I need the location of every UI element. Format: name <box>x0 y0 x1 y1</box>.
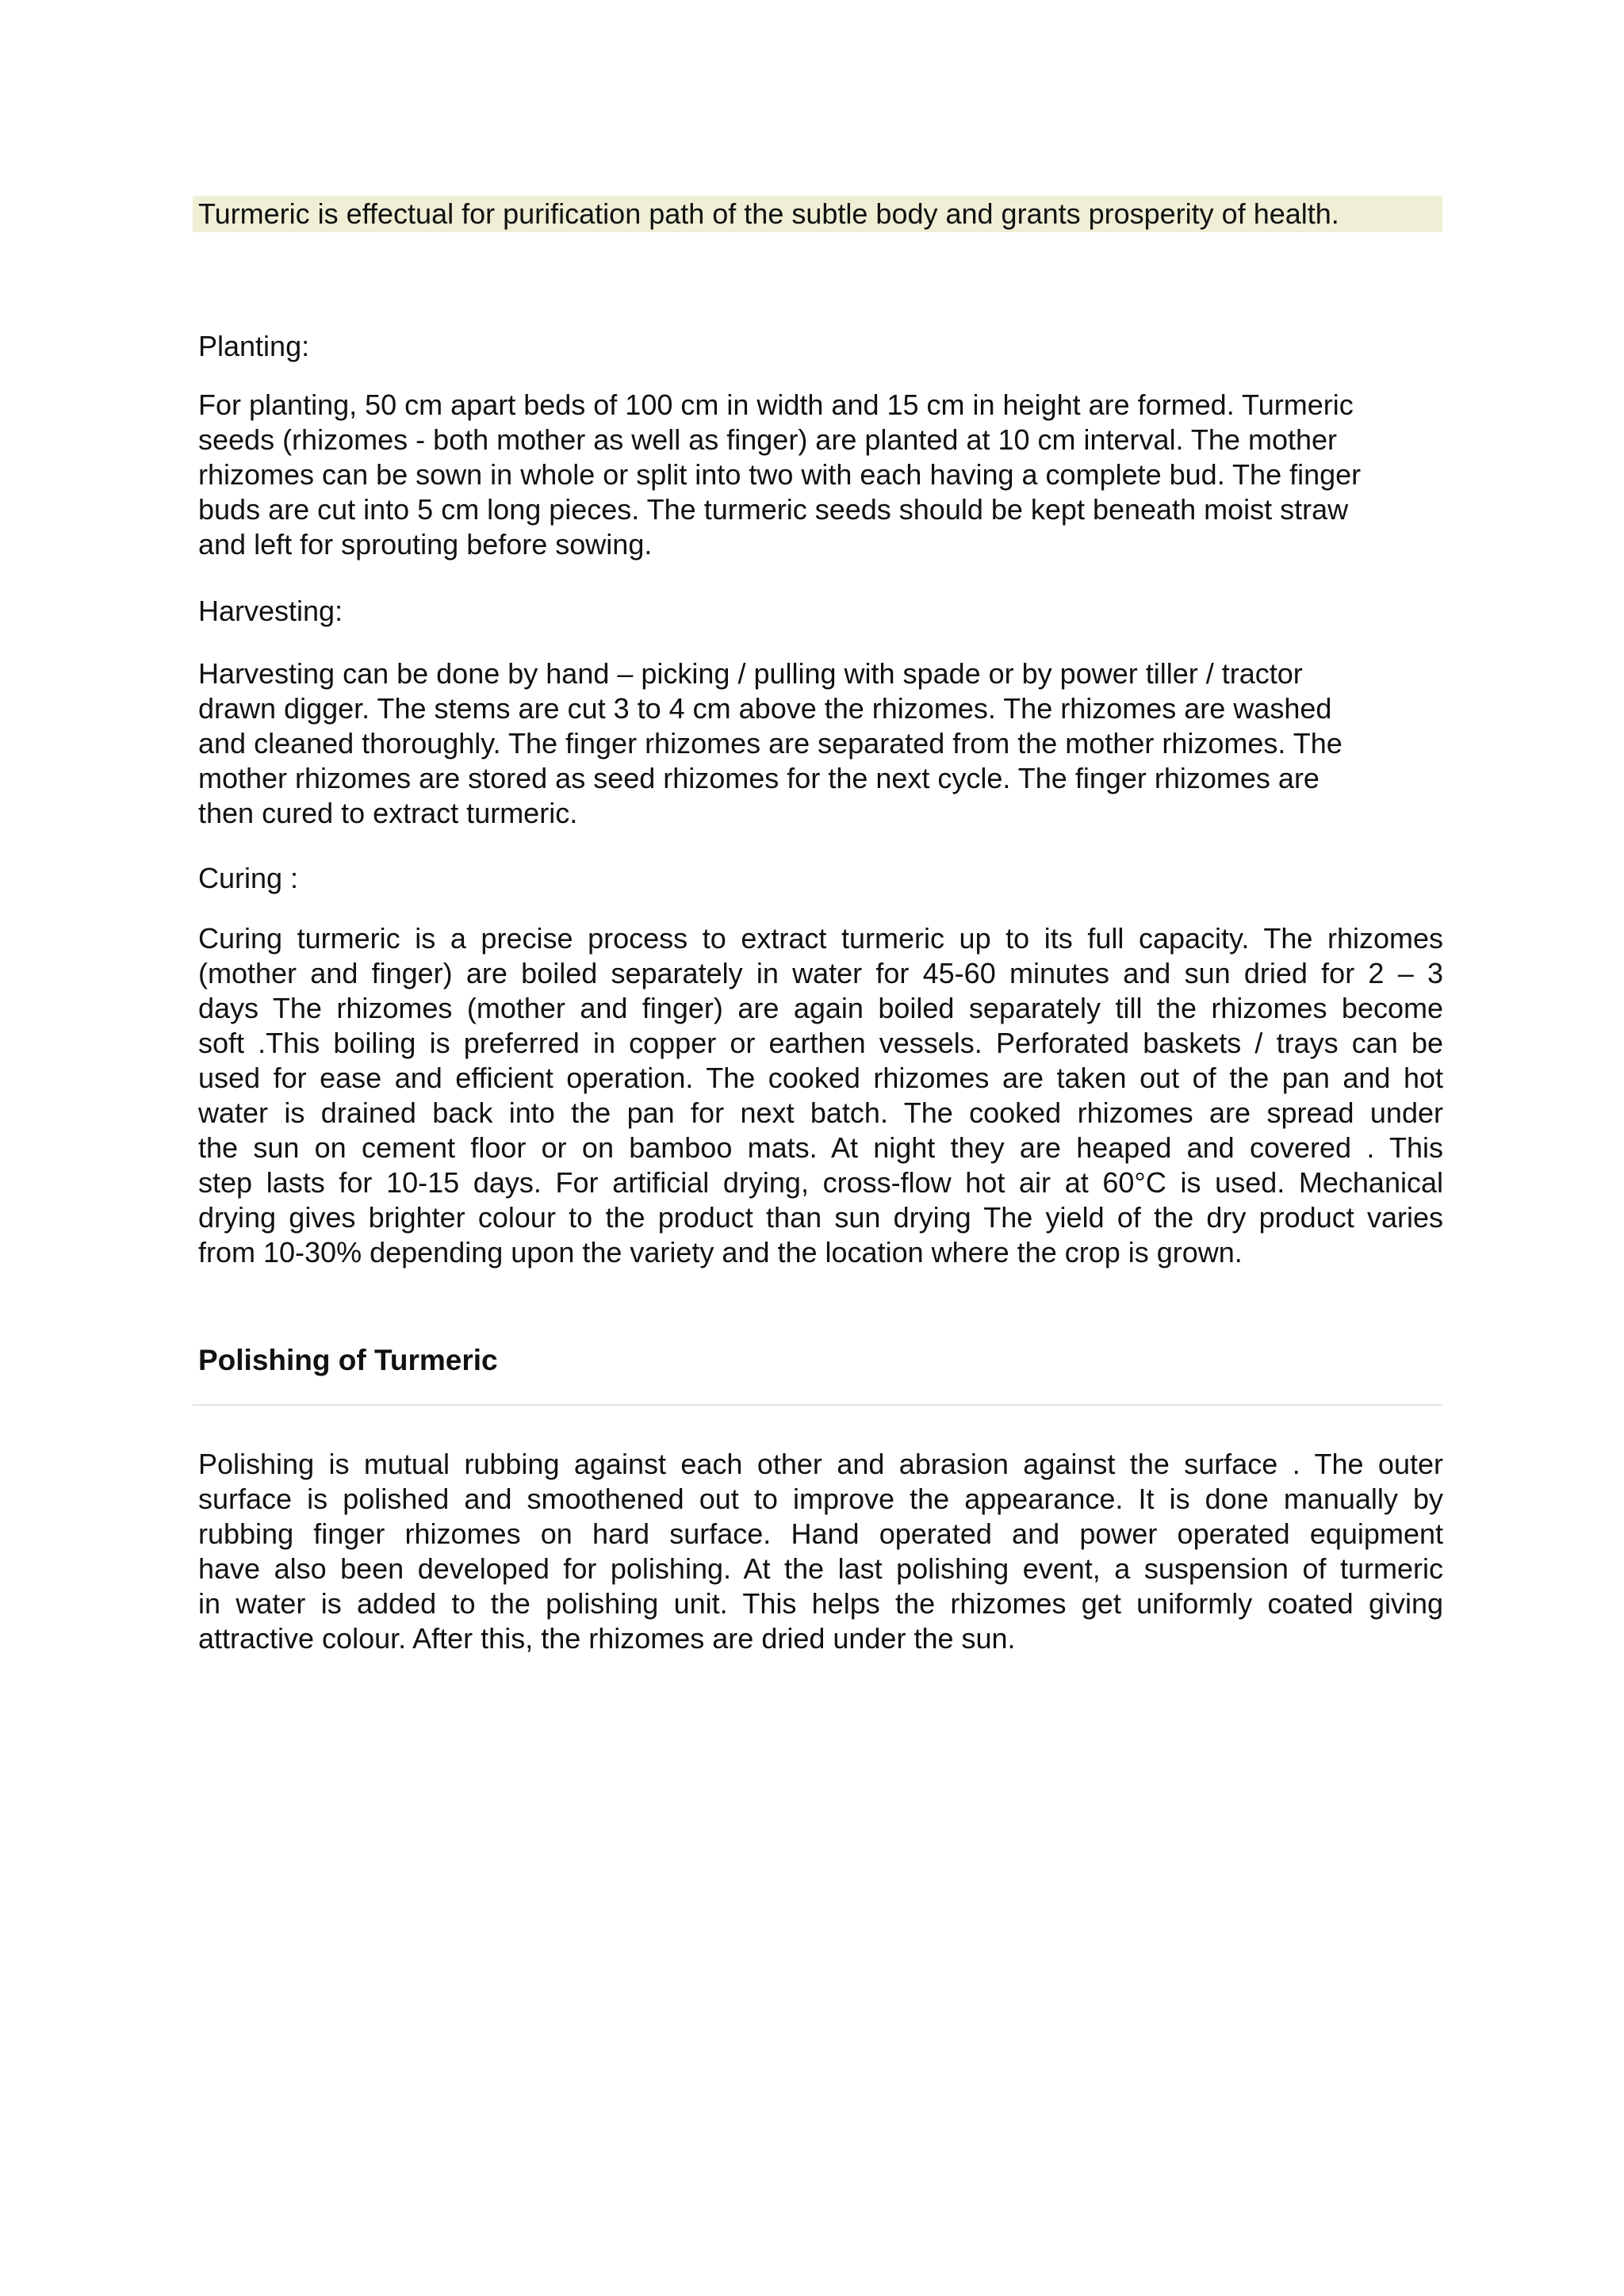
planting-heading: Planting: <box>198 330 310 362</box>
paragraph-line: and left for sprouting before sowing. <box>198 528 653 561</box>
harvesting-paragraph <box>198 656 1443 831</box>
paragraph-line: mother rhizomes are stored as seed rhizomes for the next cycle. The finger rhizomes are <box>198 762 1320 794</box>
section-divider <box>193 1404 1442 1406</box>
paragraph-line: have also been developed for polishing. At the last polishing event, a suspension of turmeric <box>198 1552 1443 1585</box>
paragraph-line: Curing turmeric is a precise process to extract turmeric up to its full capacity. The rhizomes <box>198 922 1443 955</box>
paragraph-line: the sun on cement floor or on bamboo mats. At night they are heaped and covered . This <box>198 1131 1443 1164</box>
paragraph-line: step lasts for 10-15 days. For artificial drying, cross-flow hot air at 60°C is used. Mechanical <box>198 1166 1443 1199</box>
intro-sentence: Turmeric is effectual for purification path of the subtle body and grants prosperity of health. <box>198 197 1339 230</box>
planting-paragraph <box>198 388 1443 562</box>
paragraph-line: attractive colour. After this, the rhizomes are dried under the sun. <box>198 1622 1016 1655</box>
paragraph-line: Harvesting can be done by hand – picking / pulling with spade or by power tiller / tractor <box>198 657 1303 690</box>
paragraph-line: rubbing finger rhizomes on hard surface. Hand operated and power operated equipment <box>198 1517 1443 1550</box>
paragraph-line: used for ease and efficient operation. The cooked rhizomes are taken out of the pan and hot <box>198 1062 1443 1094</box>
paragraph-line: in water is added to the polishing unit. This helps the rhizomes get uniformly coated giving <box>198 1587 1443 1620</box>
paragraph-line: (mother and finger) are boiled separately in water for 45-60 minutes and sun dried for 2 – 3 <box>198 957 1443 989</box>
paragraph-line: drying gives brighter colour to the product than sun drying The yield of the dry product varies <box>198 1201 1443 1234</box>
paragraph-line: surface is polished and smoothened out to improve the appearance. It is done manually by <box>198 1483 1443 1515</box>
paragraph-line: Polishing is mutual rubbing against each other and abrasion against the surface . The outer <box>198 1448 1443 1480</box>
paragraph-line: rhizomes can be sown in whole or split into two with each having a complete bud. The finger <box>198 458 1362 491</box>
polishing-paragraph <box>198 1447 1443 1656</box>
paragraph-line: seeds (rhizomes - both mother as well as finger) are planted at 10 cm interval. The mother <box>198 423 1337 456</box>
paragraph-line: For planting, 50 cm apart beds of 100 cm in width and 15 cm in height are formed. Turmeric <box>198 388 1354 421</box>
paragraph-line: water is drained back into the pan for next batch. The cooked rhizomes are spread under <box>198 1096 1443 1129</box>
paragraph-line: drawn digger. The stems are cut 3 to 4 cm above the rhizomes. The rhizomes are washed <box>198 692 1332 725</box>
curing-paragraph <box>198 921 1443 1270</box>
paragraph-line: from 10-30% depending upon the variety and the location where the crop is grown. <box>198 1236 1243 1269</box>
curing-heading: Curing : <box>198 862 299 894</box>
harvesting-heading: Harvesting: <box>198 595 343 627</box>
paragraph-line: then cured to extract turmeric. <box>198 797 578 829</box>
paragraph-line: soft .This boiling is preferred in copper or earthen vessels. Perforated baskets / trays can be <box>198 1027 1443 1059</box>
paragraph-line: days The rhizomes (mother and finger) are again boiled separately till the rhizomes become <box>198 992 1443 1024</box>
paragraph-line: buds are cut into 5 cm long pieces. The turmeric seeds should be kept beneath moist straw <box>198 493 1349 526</box>
polishing-heading: Polishing of Turmeric <box>198 1344 498 1376</box>
paragraph-line: and cleaned thoroughly. The finger rhizomes are separated from the mother rhizomes. The <box>198 727 1342 760</box>
